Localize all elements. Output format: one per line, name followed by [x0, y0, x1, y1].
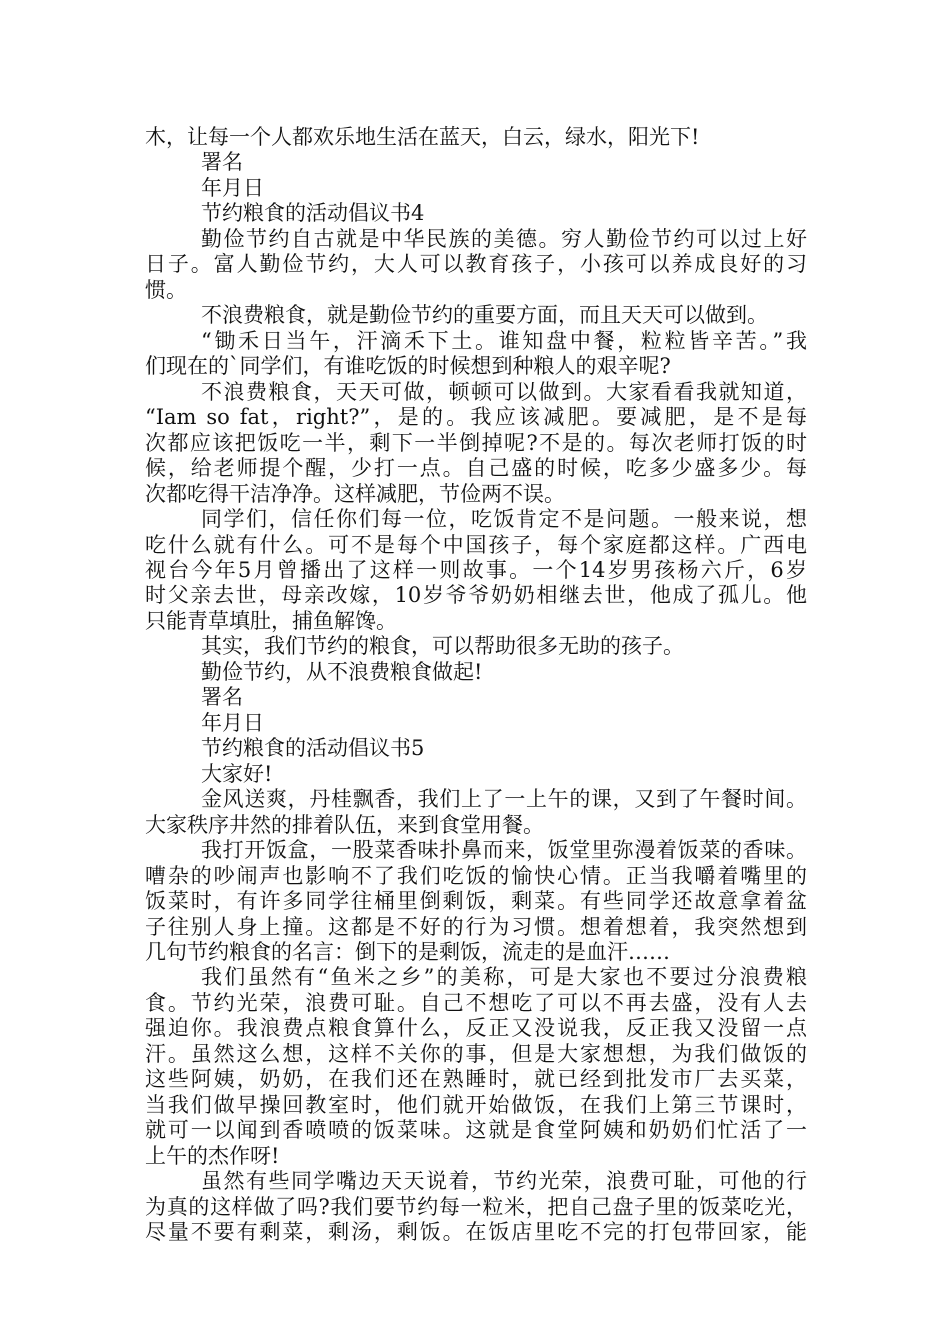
document-body [145, 125, 807, 1246]
text-line: 署名 [201, 685, 243, 710]
text-line: 同学们，信任你们每一位，吃饭肯定不是问题。一般来说，想 [201, 507, 807, 532]
text-line: 勤俭节约，从不浪费粮食做起! [201, 659, 483, 684]
text-line: 几句节约粮食的名言：倒下的是剩饭，流走的是血汗…… [145, 940, 670, 964]
text-line: “锄禾日当午，汗滴禾下土。谁知盘中餐，粒粒皆辛苦。”我 [201, 328, 807, 353]
text-line: 候，给老师提个醒，少打一点。自己盛的时候，吃多少盛多少。每 [145, 456, 807, 481]
text-line: 强迫你。我浪费点粮食算什么，反正又没说我，反正我又没留一点 [145, 1016, 807, 1041]
text-line: 食。节约光荣，浪费可耻。自己不想吃了可以不再去盛，没有人去 [145, 990, 807, 1015]
text-line: 署名 [201, 150, 243, 175]
text-line: 视台今年5月曾播出了这样一则故事。一个14岁男孩杨六斤，6岁 [145, 557, 807, 582]
text-line: 节约粮食的活动倡议书4 [201, 201, 425, 226]
text-line: 年月日 [201, 175, 264, 200]
text-line: 次都应该把饭吃一半，剩下一半倒掉呢?不是的。每次老师打饭的时 [145, 430, 807, 455]
text-line: 子往别人身上撞。这都是不好的行为习惯。想着想着，我突然想到 [145, 914, 807, 939]
text-line: 金风送爽，丹桂飘香，我们上了一上午的课，又到了午餐时间。 [201, 787, 807, 812]
text-line: 只能青草填肚，捕鱼解馋。 [145, 608, 397, 633]
text-line: 为真的这样做了吗?我们要节约每一粒米，把自己盘子里的饭菜吃光， [145, 1194, 807, 1219]
text-line: 次都吃得干洁净净。这样减肥，节俭两不误。 [145, 481, 565, 506]
text-line: 尽量不要有剩菜，剩汤，剩饭。在饭店里吃不完的打包带回家，能 [145, 1220, 807, 1245]
text-line: 勤俭节约自古就是中华民族的美德。穷人勤俭节约可以过上好 [201, 226, 807, 251]
text-line: 当我们做早操回教室时，他们就开始做饭，在我们上第三节课时， [145, 1092, 807, 1117]
text-line: 惯。 [145, 277, 187, 302]
text-line: 饭菜时，有许多同学往桶里倒剩饭，剩菜。有些同学还故意拿着盆 [145, 889, 807, 914]
text-line: 时父亲去世，母亲改嫁，10岁爷爷奶奶相继去世，他成了孤儿。他 [145, 583, 807, 608]
text-line: 汗。虽然这么想，这样不关你的事，但是大家想想，为我们做饭的 [145, 1041, 807, 1066]
text-line: 我打开饭盒，一股菜香味扑鼻而来，饭堂里弥漫着饭菜的香味。 [201, 838, 807, 863]
text-line: 节约粮食的活动倡议书5 [201, 736, 425, 761]
text-line: 们现在的`同学们，有谁吃饭的时候想到种粮人的艰辛呢? [145, 354, 671, 379]
text-line: 不浪费粮食，就是勤俭节约的重要方面，而且天天可以做到。 [201, 303, 768, 328]
text-line: 不浪费粮食，天天可做，顿顿可以做到。大家看看我就知道， [201, 379, 807, 404]
text-line: 嘈杂的吵闹声也影响不了我们吃饭的愉快心情。正当我嚼着嘴里的 [145, 863, 807, 888]
text-line: 大家好! [201, 761, 273, 786]
text-line: 就可一以闻到香喷喷的饭菜味。这就是食堂阿姨和奶奶们忙活了一 [145, 1118, 807, 1143]
text-line: 虽然有些同学嘴边天天说着，节约光荣，浪费可耻，可他的行 [201, 1169, 807, 1194]
text-line: 大家秩序井然的排着队伍，来到食堂用餐。 [145, 812, 544, 837]
text-line: 这些阿姨，奶奶，在我们还在熟睡时，就已经到批发市厂去买菜， [145, 1067, 807, 1092]
text-line: 上午的杰作呀! [145, 1143, 280, 1168]
text-line: 木，让每一个人都欢乐地生活在蓝天，白云，绿水，阳光下! [145, 125, 700, 149]
text-line: 吃什么就有什么。可不是每个中国孩子，每个家庭都这样。广西电 [145, 532, 807, 557]
text-line: “Iam so fat，right?”，是的。我应该减肥。要减肥，是不是每 [145, 405, 807, 430]
text-line: 年月日 [201, 710, 264, 735]
text-line: 日子。富人勤俭节约，大人可以教育孩子，小孩可以养成良好的习 [145, 252, 807, 277]
text-line: 我们虽然有“鱼米之乡”的美称，可是大家也不要过分浪费粮 [201, 965, 807, 990]
text-line: 其实，我们节约的粮食，可以帮助很多无助的孩子。 [201, 634, 684, 659]
